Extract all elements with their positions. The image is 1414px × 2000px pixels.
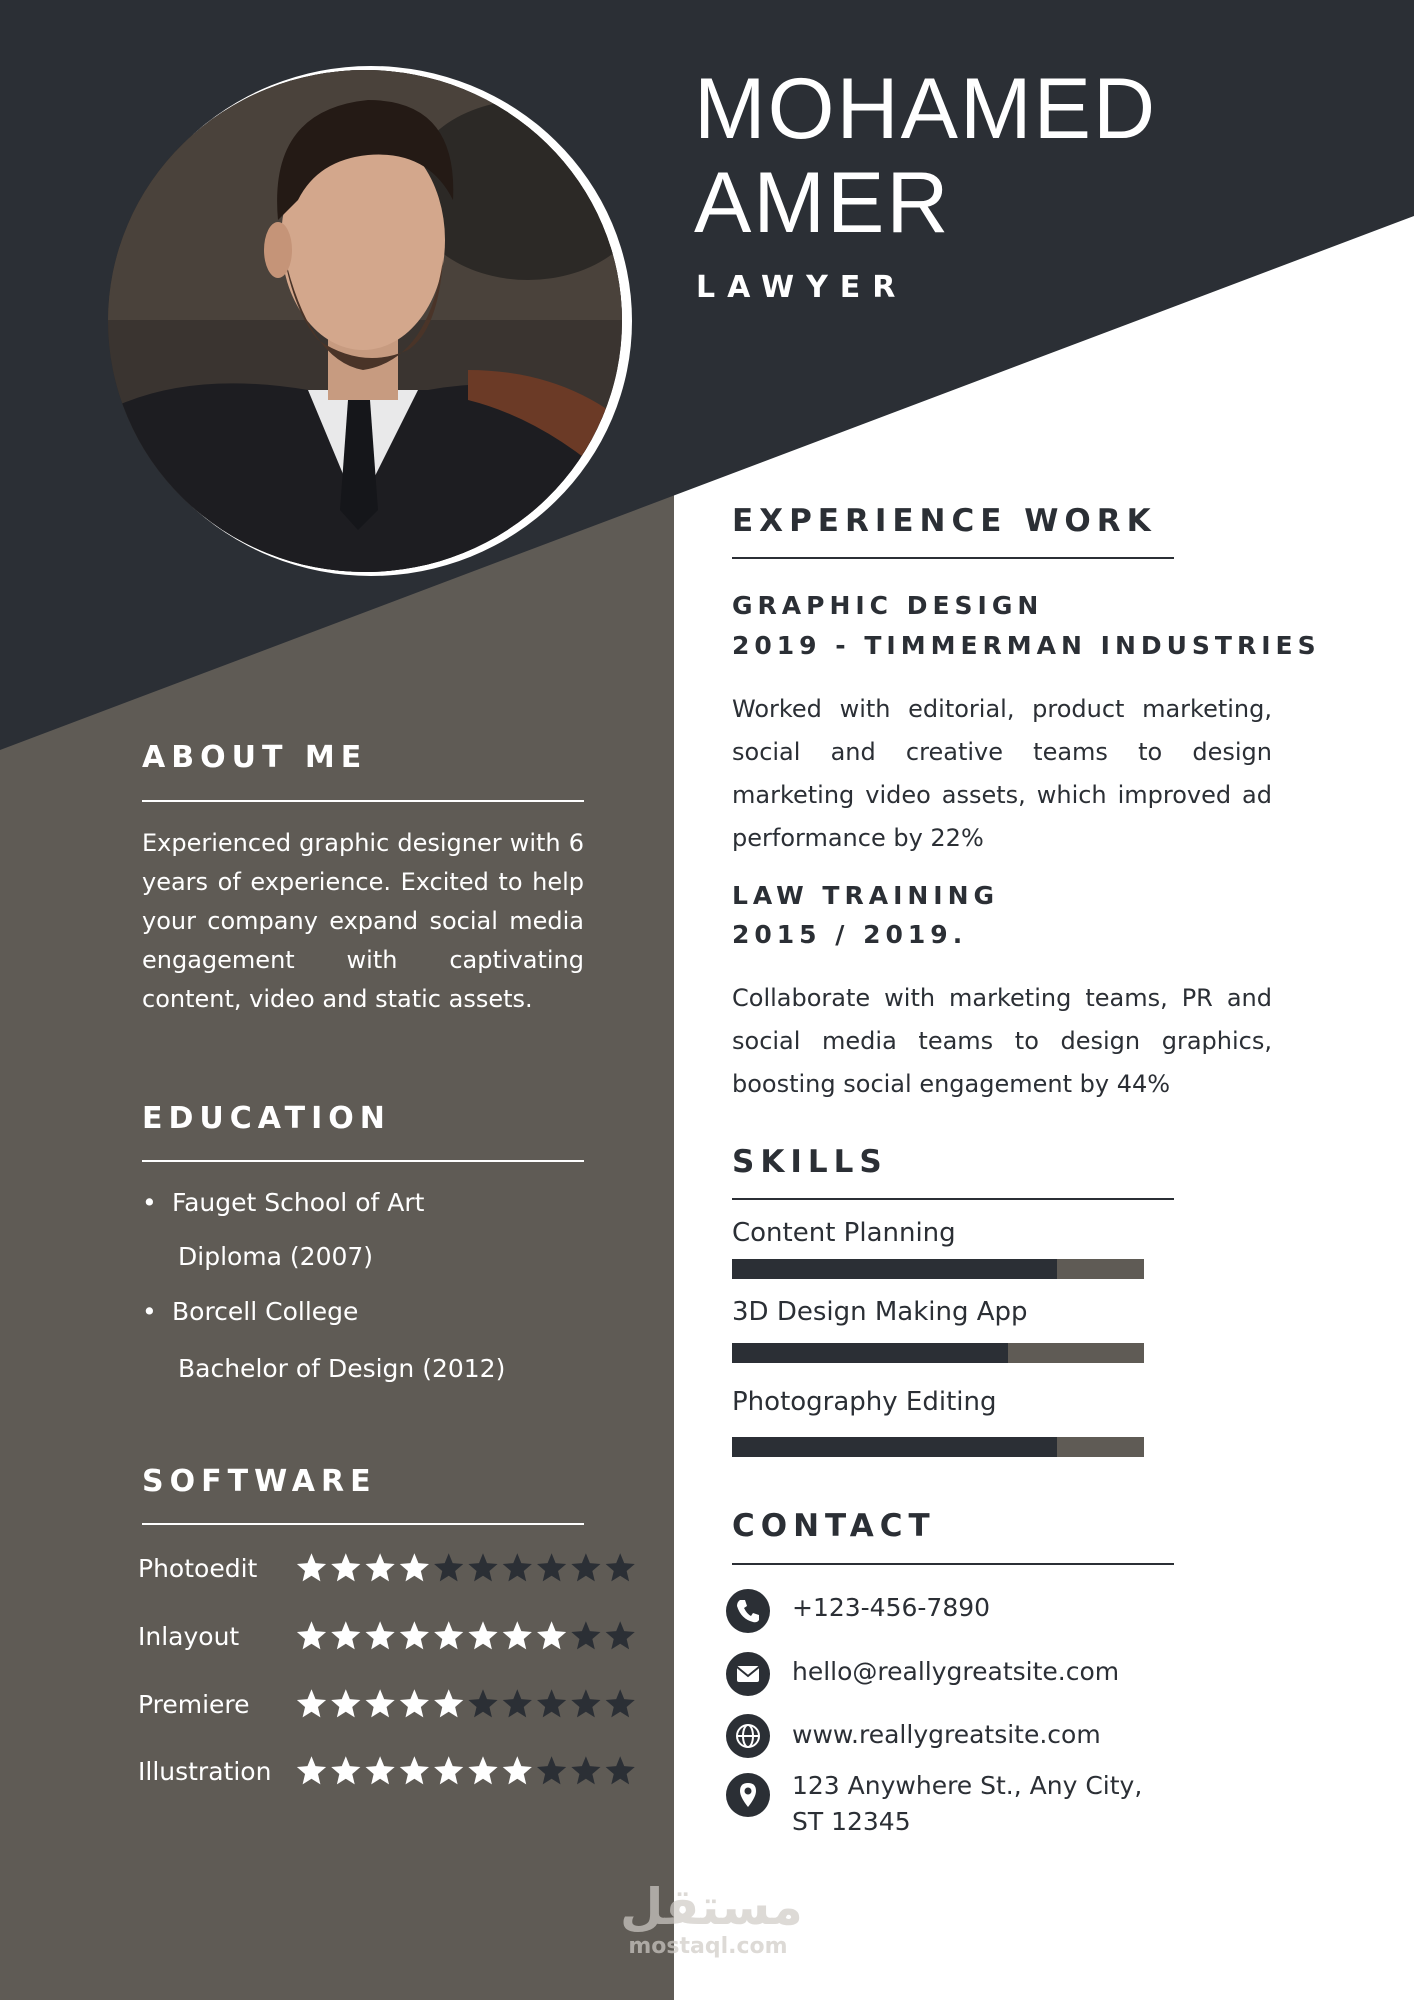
star-filled-icon bbox=[331, 1756, 360, 1784]
software-rating bbox=[296, 1620, 636, 1655]
star-filled-icon bbox=[297, 1553, 326, 1581]
job-role: LAWYER bbox=[696, 270, 908, 305]
location-pin-icon bbox=[726, 1773, 770, 1817]
software-rating bbox=[296, 1552, 636, 1587]
star-empty-icon bbox=[537, 1689, 566, 1717]
bullet: • bbox=[142, 1297, 157, 1326]
job-title: LAW TRAINING bbox=[732, 881, 1000, 910]
about-text: Experienced graphic designer with 6 years of experience. Excited to help your company expand social media engagement with captivating content, video and static assets. bbox=[142, 829, 584, 1013]
star-filled-icon bbox=[297, 1689, 326, 1717]
contact-heading: CONTACT bbox=[732, 1508, 936, 1544]
education-degree: Bachelor of Design (2012) bbox=[178, 1354, 506, 1383]
software-rating bbox=[296, 1755, 636, 1790]
first-name: MOHAMED bbox=[694, 61, 1158, 157]
star-filled-icon bbox=[297, 1756, 326, 1784]
skill-name: Content Planning bbox=[732, 1218, 956, 1248]
education-item bbox=[142, 1188, 424, 1217]
skill-bar bbox=[732, 1343, 1144, 1363]
skill-bar bbox=[732, 1437, 1144, 1457]
education-degree: Diploma (2007) bbox=[178, 1242, 374, 1271]
email-address[interactable]: hello@reallygreatsite.com bbox=[792, 1657, 1120, 1686]
skill-bar-fill bbox=[732, 1437, 1057, 1457]
phone-icon bbox=[726, 1589, 770, 1633]
email-icon bbox=[726, 1652, 770, 1696]
star-filled-icon bbox=[468, 1756, 497, 1784]
star-empty-icon bbox=[468, 1553, 497, 1581]
job-title: GRAPHIC DESIGN bbox=[732, 591, 1044, 620]
star-empty-icon bbox=[571, 1621, 600, 1649]
profile-photo bbox=[108, 70, 622, 572]
star-filled-icon bbox=[366, 1553, 395, 1581]
star-filled-icon bbox=[434, 1689, 463, 1717]
star-filled-icon bbox=[366, 1621, 395, 1649]
software-rating bbox=[296, 1688, 636, 1723]
globe-icon bbox=[726, 1714, 770, 1758]
watermark-arabic: مستقل bbox=[620, 1878, 803, 1936]
star-filled-icon bbox=[366, 1689, 395, 1717]
star-empty-icon bbox=[571, 1756, 600, 1784]
job-subtitle: 2019 - TIMMERMAN INDUSTRIES bbox=[732, 631, 1321, 660]
skills-heading: SKILLS bbox=[732, 1144, 888, 1180]
star-empty-icon bbox=[606, 1689, 635, 1717]
skill-bar-fill bbox=[732, 1343, 1008, 1363]
star-filled-icon bbox=[400, 1756, 429, 1784]
phone-number[interactable]: +123-456-7890 bbox=[792, 1593, 991, 1622]
job-description: Worked with editorial, product marketing, social and creative teams to design marketing video assets, which improved ad performance by 22% bbox=[732, 695, 1272, 852]
about-heading: ABOUT ME bbox=[142, 740, 368, 775]
education-school: Fauget School of Art bbox=[172, 1188, 425, 1217]
education-divider bbox=[142, 1160, 584, 1162]
skills-divider bbox=[732, 1198, 1174, 1200]
address-line-2: ST 12345 bbox=[792, 1807, 911, 1836]
star-filled-icon bbox=[400, 1621, 429, 1649]
software-name: Premiere bbox=[138, 1690, 250, 1719]
star-empty-icon bbox=[503, 1553, 532, 1581]
star-filled-icon bbox=[503, 1756, 532, 1784]
star-empty-icon bbox=[606, 1553, 635, 1581]
skill-bar bbox=[732, 1259, 1144, 1279]
contact-divider bbox=[732, 1563, 1174, 1565]
star-empty-icon bbox=[537, 1553, 566, 1581]
software-divider bbox=[142, 1523, 584, 1525]
watermark-latin: mostaql.com bbox=[628, 1934, 788, 1959]
star-filled-icon bbox=[400, 1689, 429, 1717]
about-divider bbox=[142, 800, 584, 802]
star-empty-icon bbox=[606, 1756, 635, 1784]
star-filled-icon bbox=[503, 1621, 532, 1649]
software-name: Inlayout bbox=[138, 1622, 240, 1651]
website-url[interactable]: www.reallygreatsite.com bbox=[792, 1720, 1101, 1749]
job-description: Collaborate with marketing teams, PR and social media teams to design graphics, boosting social engagement by 44% bbox=[732, 984, 1272, 1098]
star-empty-icon bbox=[571, 1553, 600, 1581]
skill-name: Photography Editing bbox=[732, 1387, 997, 1417]
job-subtitle: 2015 / 2019. bbox=[732, 920, 968, 949]
star-filled-icon bbox=[434, 1756, 463, 1784]
experience-heading: EXPERIENCE WORK bbox=[732, 503, 1157, 539]
star-filled-icon bbox=[366, 1756, 395, 1784]
address bbox=[792, 1768, 1142, 1840]
bullet: • bbox=[142, 1188, 157, 1217]
star-filled-icon bbox=[468, 1621, 497, 1649]
education-item bbox=[142, 1297, 358, 1326]
star-empty-icon bbox=[503, 1689, 532, 1717]
star-filled-icon bbox=[400, 1553, 429, 1581]
software-name: Illustration bbox=[138, 1757, 272, 1786]
software-heading: SOFTWARE bbox=[142, 1464, 377, 1499]
star-empty-icon bbox=[468, 1689, 497, 1717]
star-filled-icon bbox=[537, 1621, 566, 1649]
star-empty-icon bbox=[537, 1756, 566, 1784]
education-school: Borcell College bbox=[172, 1297, 359, 1326]
star-empty-icon bbox=[606, 1621, 635, 1649]
software-name: Photoedit bbox=[138, 1554, 258, 1583]
star-empty-icon bbox=[434, 1553, 463, 1581]
education-heading: EDUCATION bbox=[142, 1101, 391, 1136]
address-line-1: 123 Anywhere St., Any City, bbox=[792, 1771, 1143, 1800]
watermark-logo bbox=[620, 1878, 803, 1959]
star-filled-icon bbox=[297, 1621, 326, 1649]
star-filled-icon bbox=[331, 1553, 360, 1581]
skill-name: 3D Design Making App bbox=[732, 1297, 1028, 1327]
last-name: AMER bbox=[694, 155, 951, 251]
star-filled-icon bbox=[434, 1621, 463, 1649]
star-empty-icon bbox=[571, 1689, 600, 1717]
skill-bar-fill bbox=[732, 1259, 1057, 1279]
full-name bbox=[694, 62, 1157, 250]
star-filled-icon bbox=[331, 1621, 360, 1649]
star-filled-icon bbox=[331, 1689, 360, 1717]
experience-divider bbox=[732, 557, 1174, 559]
